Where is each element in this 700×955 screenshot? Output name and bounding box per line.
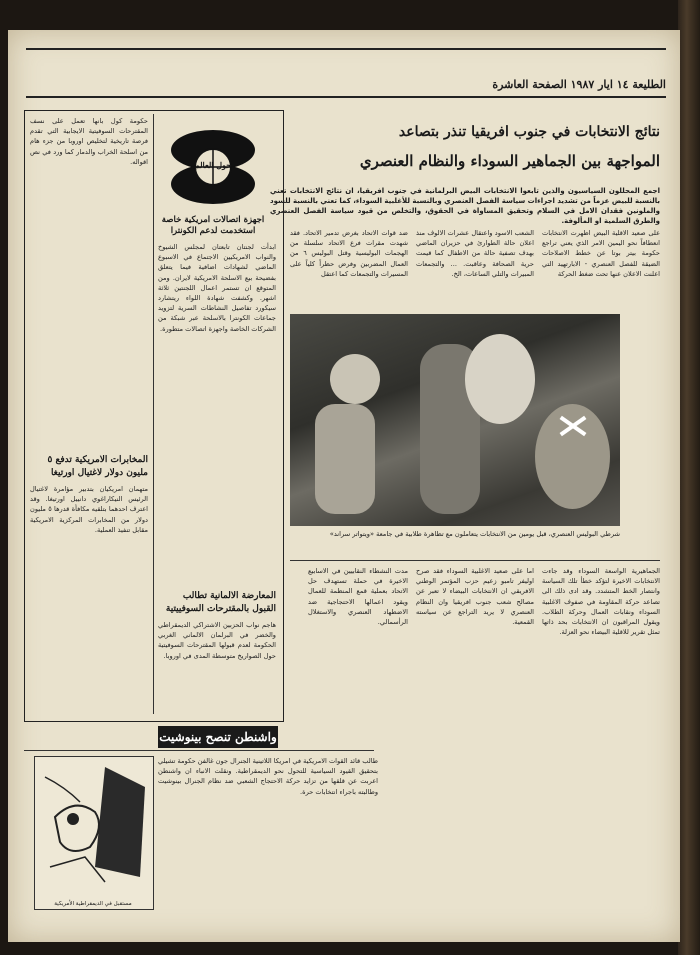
- headline-line-2: المواجهة بين الجماهير السوداء والنظام العنصري: [359, 152, 660, 170]
- headline-line-1: نتائج الانتخابات في جنوب افريقيا تنذر بتصاعد: [398, 124, 660, 140]
- section-rule: [290, 560, 660, 561]
- page-header: [26, 78, 666, 98]
- left-col-top: حكومة كول بانها تعمل على نسف المقترحات السوفيتية الايجابية التي تقدم فرصة تاريخية لتخليص اوروبا من جزء هام من اسلحة الخراب والدمار كما ورد في نص اقواله.: [30, 117, 148, 166]
- photo-poster-face: [535, 404, 610, 509]
- sidebar-box-2-body: هاجم نواب الحزبين الاشتراكي الديمقراطي والخضر في البرلمان الالماني الغربي الحكومة لعدم قبولها المقترحات السوفيتية حول الصواريخ متوسطة المدى في اوروبا.: [158, 621, 276, 660]
- top-rule: [26, 48, 666, 50]
- sidebar-body: ابدأت لجنتان تابعتان لمجلس الشيوخ والنواب الامريكيين الاجتماع في الاسبوع الماضي لشهادات اضافية فيما يتعلق بفضيحة بيع الاسلحة الامريكية لايران. ومن المتوقع ان تستمر اعمال اللجنتين ثلاثة اشهر. وكشفت شهادة اللواء ريتشارد سيكورد تفاصيل النشاطات السرية لتزويد جماعات الكونترا بالاسلحة عبر شبكة من الشركات الخاصة واجهزة اتصالات متطورة.: [158, 243, 276, 333]
- article-col-left: ضد قوات الاتحاد بغرض تدمير الاتحاد. فقد شهدت مقرات فرع الاتحاد سلسلة من الهجمات البوليسية وقتل البوليس ٦ من العمال المضربين وفرض حظراً كلياً على المسيرات والتجمعات كما اعتقل: [290, 229, 408, 278]
- left-col-box: [30, 450, 148, 684]
- photo-figure-1: [330, 354, 380, 404]
- main-headline: [270, 122, 660, 172]
- bottom-body: طالب قائد القوات الامريكية في امريكا اللاتينية الجنرال جون غالفن حكومة تشيلي بتحقيق القيود السياسية للتحول نحو الديمقراطية. ونقلت الانباء ان واشنطن اعربت عن قلقها من تزايد حركة الاحتجاج الشعبي ضد نظام الجنرال بينوشيت وطالبته باجراء انتخابات حرة.: [158, 757, 378, 796]
- cartoon-drawing-icon: [35, 757, 153, 893]
- article-lede: اجمع المحللون السياسيون والذين تابعوا الانتخابات البيض البرلمانية في جنوب افريقيا، ان نتائج الانتخابات تعني بالنسبة للبيض عزماً من تشديد اجراءات سياسة الفصل العنصري وبالنسبة للأغلبية السوداء، كما تعني بالنسبة للسود والملونين فقدان الامل في السلام وتحقيق المساواة في الحقوق، والتخلص من قيود سياسة الفصل العنصري والطرق السلمية او المألوفة.: [270, 187, 660, 225]
- cartoon-caption: مستقبل في الديمقراطية الأمريكية: [54, 901, 132, 907]
- bottom-rule: [24, 750, 374, 751]
- photo-caption: شرطي البوليس العنصري، قبل يومين من الانتخابات يتعاملون مع تظاهرة طلابية في جامعة «ويتواتر سراند»: [329, 530, 620, 538]
- newspaper-page: [8, 30, 680, 942]
- left-col-box-title: المخابرات الامريكية تدفع ٥ مليون دولار لاغتيال اورتيغا: [47, 455, 148, 478]
- sidebar-title: اجهزة اتصالات امريكية خاصة استخدمت لدعم الكونترا: [161, 215, 265, 236]
- news-photo: [290, 314, 620, 526]
- sidebar-divider: [153, 114, 154, 714]
- bottom-section-title: واشنطن تنصح بينوشيت: [158, 726, 278, 748]
- cartoon: [34, 756, 154, 910]
- continued-col-right: الجماهيرية الواسعة السوداء وقد جاءت الانتخابات الاخيرة لتؤكد خطأ تلك السياسة وانتصار الخط المتشدد. وقد ادى ذلك الى تصاعد حركة المقاومة في صفوف الاغلبية السوداء ونقابات العمال وحركة الطلاب. ويقول المراقبون ان الانتخابات بحد ذاتها تمثل تقرير للاقلية البيضاء نحو العزلة.: [542, 567, 660, 637]
- logo-label: حول العالم: [194, 160, 232, 170]
- issue-info: الطليعة ١٤ ايار ١٩٨٧ الصفحة العاشرة: [492, 78, 666, 91]
- book-binding: [678, 0, 700, 955]
- continued-col-left: مدت النشطاء النقابيين في الاسابيع الاخيرة في حملة تستهدف حل الاتحاد بعملية قمع المنظمة للعمال ويقود اعمالها الاحتجاجية ضد الاضطهاد العنصري والاستغلال الرأسمالي.: [308, 567, 408, 627]
- photo-figure-2: [315, 404, 375, 514]
- article-col-right: على صعيد الاقلية البيض اظهرت الانتخابات انعطافاً نحو اليمين الامر الذي يعني تراجع حكومة بيتر بوتا عن خطط الاصلاحات الضيقة للفصل العنصري - الابارتهيد التي اعلنت الاعلان عنها تحت ضغط الحركة: [542, 229, 660, 278]
- article-col-mid: الشعب الاسود واعتقال عشرات الالوف منذ اعلان حالة الطوارئ في حزيران الماضي بهدف تصفية حالة من الاطفال كما قيمت حرية الصحافة وعاقبت. ... والتجمعات المبيرات والتلي الساعات، الخ.: [416, 229, 534, 278]
- sidebar-box-2-title: المعارضة الالمانية تطالب القبول بالمقترحات السوفييتية: [165, 591, 276, 614]
- photo-figure-4: [465, 334, 535, 424]
- left-col-box-body: متهمان امريكيان بتدبير مؤامرة لاغتيال الرئيس النيكاراغوي دانييل اورتيغا. وقد اعترف احدهما بتلقيه مكافأة قدرها ٥ مليون دولار من المخابرات المركزية الامريكية مقابل تنفيذ العملية.: [30, 485, 148, 534]
- continued-col-mid: اما على صعيد الاغلبية السوداء فقد صرح اوليفر تامبو زعيم حزب المؤتمر الوطني الافريقي ان الانتخابات البيضاء لا تعبر عن مصالح شعب جنوب افريقيا وان النظام العنصري لا يريد التراجع عن سياسته القمعية.: [416, 567, 534, 627]
- sidebar-box-2: [158, 586, 276, 698]
